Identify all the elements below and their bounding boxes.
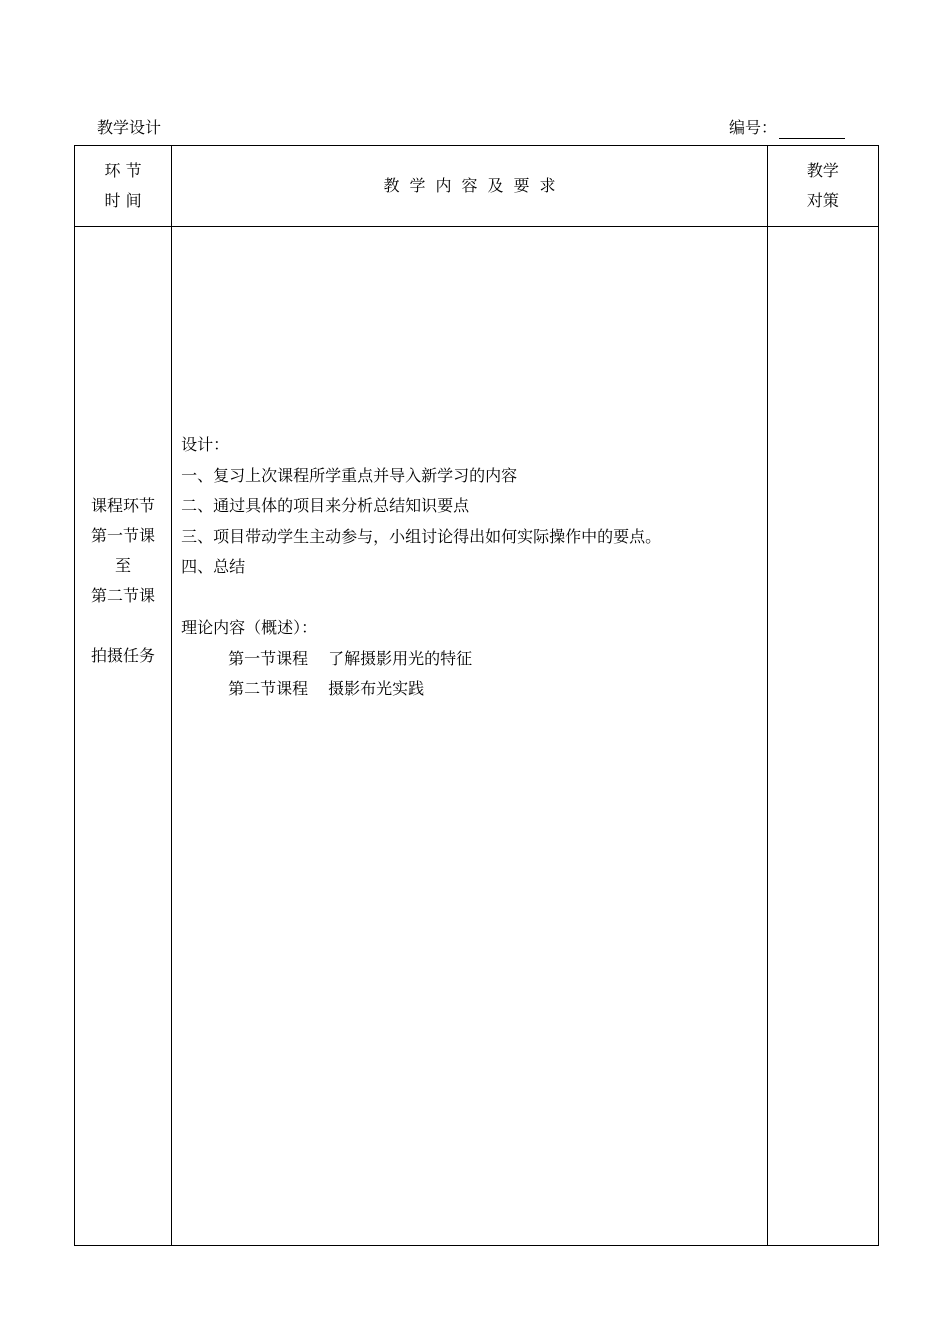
stage-first-lesson: 第一节课 [91,526,156,545]
table-header-row [75,146,879,227]
theory-lesson: 第二节课程 [228,679,309,698]
header-stage-time [75,146,172,227]
header-strategy-line2: 对策 [806,191,839,210]
stage-cell [75,227,172,1246]
strategy-cell [767,227,878,1246]
document-number-blank [779,122,845,139]
document-number [729,117,845,139]
theory-item [181,644,767,675]
stage-label: 课程环节 [91,496,156,515]
design-title: 设计： [181,435,230,454]
design-item: 一、复习上次课程所学重点并导入新学习的内容 [181,465,518,485]
theory-topic: 了解摄影用光的特征 [328,648,473,668]
table-body-row [75,227,879,1246]
content-cell [172,227,768,1246]
header-content-label: 教学内容及要求 [383,176,566,195]
stage-task: 拍摄任务 [91,646,156,665]
design-item: 二、通过具体的项目来分析总结知识要点 [181,496,470,515]
document-number-label: 编号： [729,118,778,137]
theory-lesson: 第一节课程 [228,648,309,668]
stage-to: 至 [115,556,132,575]
header-strategy [767,146,878,227]
header-stage-label: 环 节 [104,161,142,180]
header-content [172,146,768,227]
theory-title: 理论内容（概述）： [181,618,318,637]
theory-item [181,674,767,705]
header-strategy-line1: 教学 [806,161,839,180]
theory-topic: 摄影布光实践 [328,679,425,698]
header-time-label: 时 间 [104,191,142,210]
lesson-plan-table [74,145,879,1246]
document-title: 教学设计 [97,118,162,137]
stage-second-lesson: 第二节课 [91,586,156,605]
design-item: 三、项目带动学生主动参与，小组讨论得出如何实际操作中的要点。 [181,526,662,546]
design-item: 四、总结 [181,557,246,576]
